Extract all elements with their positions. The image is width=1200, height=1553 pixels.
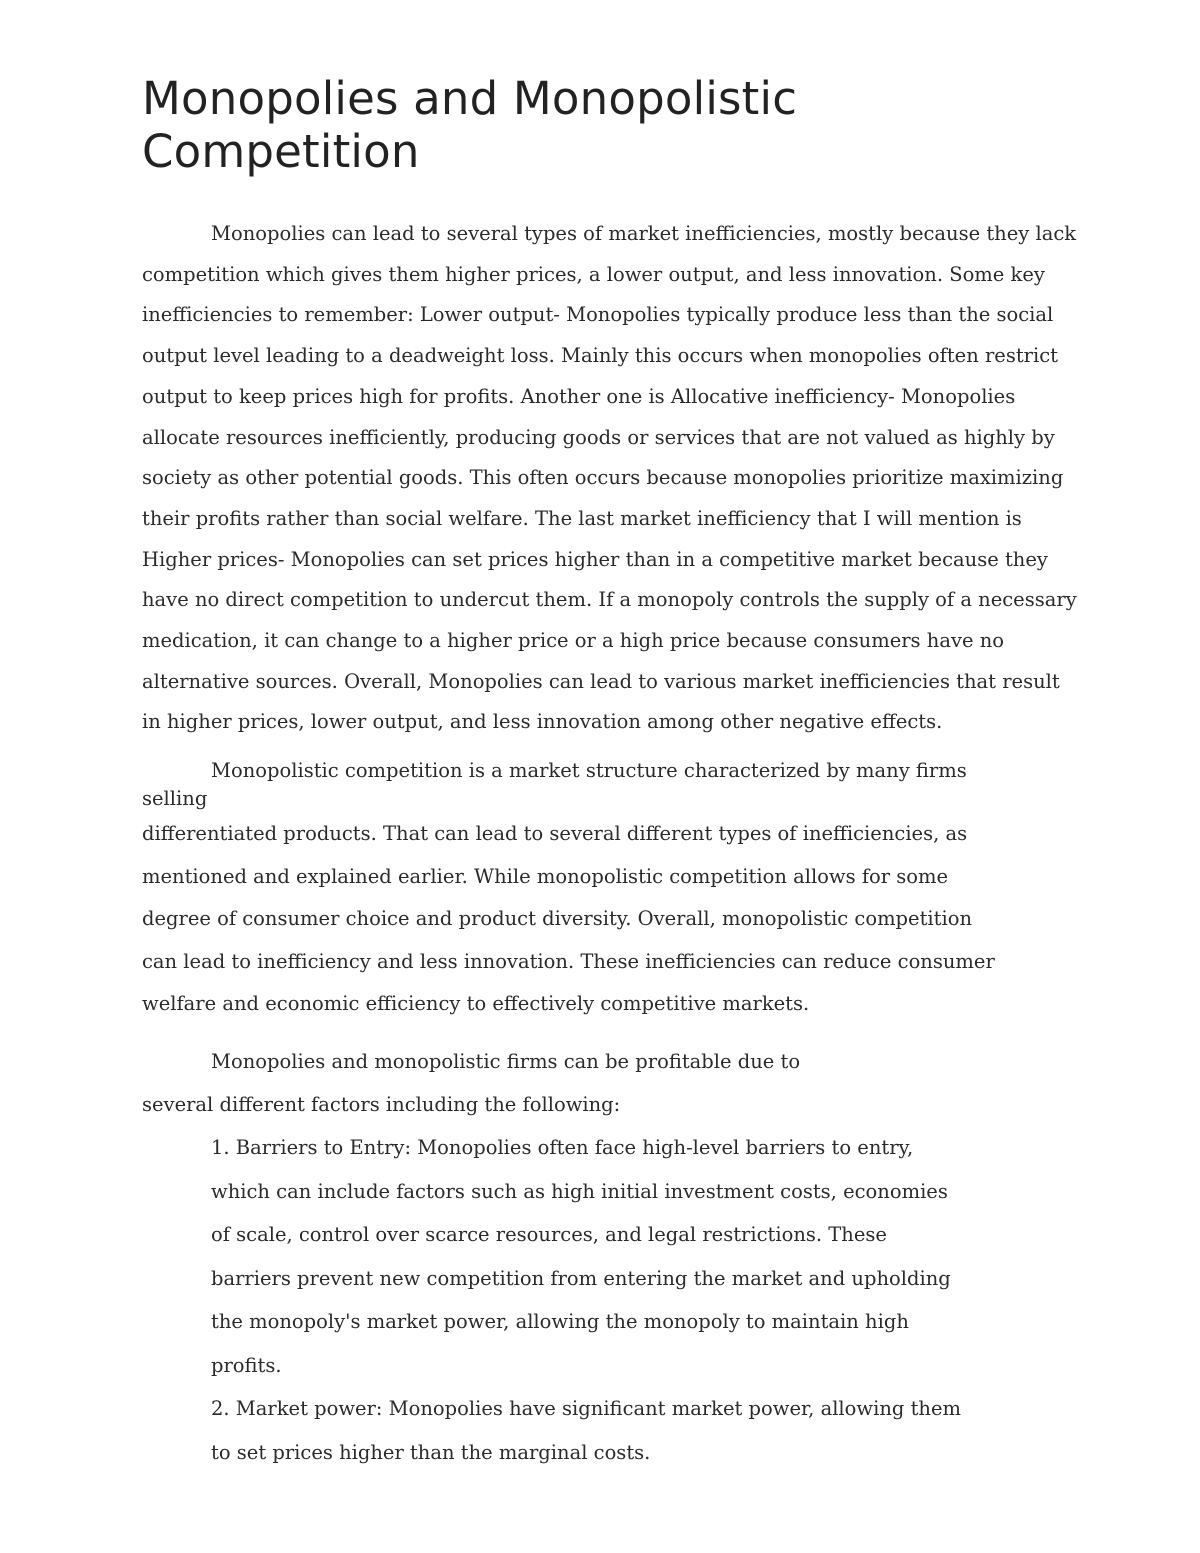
profitability-factors-list xyxy=(211,1126,971,1474)
document-title: Monopolies and Monopolistic Competition xyxy=(142,72,798,178)
list-item: 2. Market power: Monopolies have significant market power, allowing them to set prices higher than the marginal costs. xyxy=(211,1397,961,1464)
paragraph-first-line: Monopolistic competition is a market structure characterized by many firms selling xyxy=(142,759,967,810)
list-item: 1. Barriers to Entry: Monopolies often face high-level barriers to entry, which can include factors such as high initial investment costs, economies of scale, control over scarce resources, and legal restrictions. These barriers prevent new competition from entering the market and upholding the monopoly's market power, allowing the monopoly to maintain high profits. xyxy=(211,1136,951,1377)
paragraph-monopoly-inefficiencies: Monopolies can lead to several types of market inefficiencies, mostly because they lack competition which gives them higher prices, a lower output, and less innovation. Some key inefficiencies to remember: Lower output- Monopolies typically produce less than the social output level leading to a deadweight loss. Mainly this occurs when monopolies often restrict output to keep prices high for profits. Another one is Allocative inefficiency- Monopolies allocate resources inefficiently, producing goods or services that are not valued as highly by society as other potential goods. This often occurs because monopolies prioritize maximizing their profits rather than social welfare. The last market inefficiency that I will mention is Higher prices- Monopolies can set prices higher than in a competitive market because they have no direct competition to undercut them. If a monopoly controls the supply of a necessary medication, it can change to a higher price or a high price because consumers have no alternative sources. Overall, Monopolies can lead to various market inefficiencies that result in higher prices, lower output, and less innovation among other negative effects. xyxy=(142,222,1077,734)
paragraph-profitability-intro: Monopolies and monopolistic firms can be profitable due to several different factors including the following: xyxy=(142,1050,801,1116)
paragraph-monopolistic-competition xyxy=(142,757,1002,1026)
paragraph-continuation: differentiated products. That can lead to several different types of inefficiencies, as mentioned and explained earlier. While monopolistic competition allows for some degree of consumer choice and product diversity. Overall, monopolistic competition can lead to inefficiency and less innovation. These inefficiencies can reduce consumer welfare and economic efficiency to effectively competitive markets. xyxy=(142,822,995,1015)
